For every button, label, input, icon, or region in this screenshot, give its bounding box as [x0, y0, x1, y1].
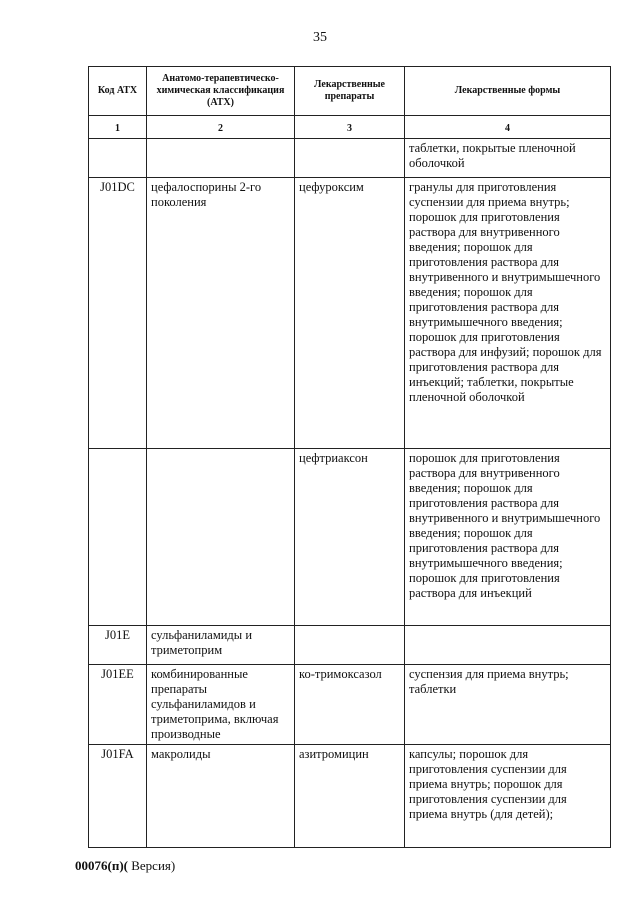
footer-version: Версия)	[127, 858, 176, 873]
dosage-forms-cell: капсулы; порошок для приготовления суспензии для приема внутрь; порошок для приготовления суспензии для приема внутрь (для детей);	[405, 745, 611, 848]
table-row	[89, 745, 611, 848]
footer-document-code: 00076(п)(	[75, 858, 128, 873]
classification-cell: сульфаниламиды и триметоприм	[147, 626, 295, 665]
document-footer	[75, 858, 175, 874]
table-row	[89, 449, 611, 626]
header-drugs: Лекарственные препараты	[295, 67, 405, 116]
table-row	[89, 178, 611, 449]
dosage-forms-cell: гранулы для приготовления суспензии для приема внутрь; порошок для приготовления раствора для внутривенного введения; порошок для приготовления раствора для внутривенного и внутримышечного введения; порошок для приготовления раствора для внутримышечного введения; порошок для приготовления раствора для инфузий; порошок для приготовления раствора для инъекций; таблетки, покрытые пленочной оболочкой	[405, 178, 611, 449]
column-number-row	[89, 116, 611, 139]
classification-cell	[147, 139, 295, 178]
dosage-forms-cell: таблетки, покрытые пленочной оболочкой	[405, 139, 611, 178]
dosage-forms-cell	[405, 626, 611, 665]
drug-cell: цефтриаксон	[295, 449, 405, 626]
table-header-row	[89, 67, 611, 116]
atc-code-cell: J01DC	[89, 178, 147, 449]
atc-code-cell	[89, 449, 147, 626]
column-number: 2	[147, 116, 295, 139]
table-row	[89, 626, 611, 665]
header-atc-code: Код АТХ	[89, 67, 147, 116]
drug-cell	[295, 626, 405, 665]
atc-code-cell: J01E	[89, 626, 147, 665]
column-number: 3	[295, 116, 405, 139]
header-dosage-forms: Лекарственные формы	[405, 67, 611, 116]
page-number: 35	[313, 30, 327, 45]
column-number: 4	[405, 116, 611, 139]
column-number: 1	[89, 116, 147, 139]
atc-drug-table	[88, 66, 611, 848]
dosage-forms-cell: суспензия для приема внутрь; таблетки	[405, 665, 611, 745]
dosage-forms-cell: порошок для приготовления раствора для внутривенного введения; порошок для приготовления раствора для внутривенного и внутримышечного введения; порошок для приготовления раствора для внутримышечного введения; порошок для приготовления раствора для инъекций	[405, 449, 611, 626]
atc-code-cell	[89, 139, 147, 178]
atc-code-cell: J01FA	[89, 745, 147, 848]
classification-cell: комбинированные препараты сульфаниламидов и триметоприма, включая производные	[147, 665, 295, 745]
drug-cell: азитромицин	[295, 745, 405, 848]
drug-cell	[295, 139, 405, 178]
classification-cell	[147, 449, 295, 626]
drug-cell: цефуроксим	[295, 178, 405, 449]
drug-cell: ко-тримоксазол	[295, 665, 405, 745]
atc-code-cell: J01EE	[89, 665, 147, 745]
classification-cell: цефалоспорины 2-го поколения	[147, 178, 295, 449]
table-row	[89, 139, 611, 178]
header-classification: Анатомо-терапевтическо-химическая классификация (АТХ)	[147, 67, 295, 116]
table-row	[89, 665, 611, 745]
classification-cell: макролиды	[147, 745, 295, 848]
